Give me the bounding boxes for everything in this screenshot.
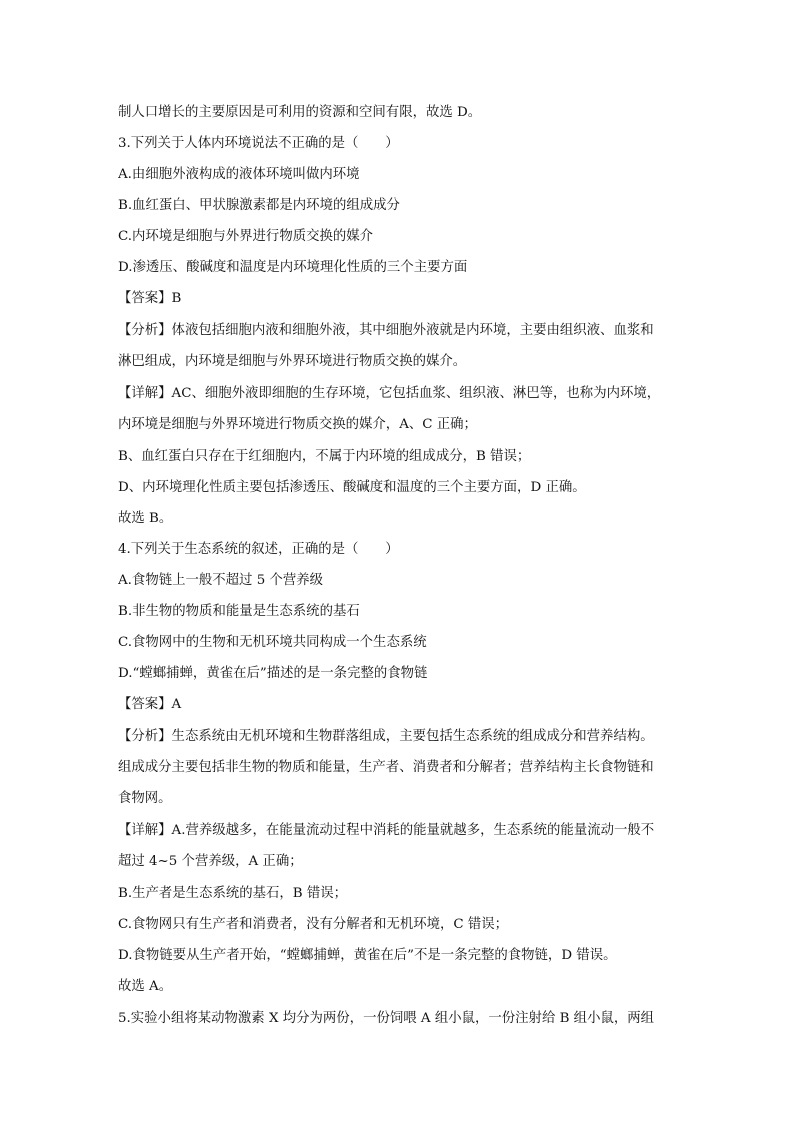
question-4-explanation: 【详解】A.营养级越多，在能量流动过程中消耗的能量就越多，生态系统的能量流动一般不 bbox=[118, 823, 655, 838]
text-line: 食物网。 bbox=[118, 791, 172, 806]
question-4-option-a: A.食物链上一般不超过 5 个营养级 bbox=[118, 573, 324, 588]
text-line: 超过 4~5 个营养级，A 正确； bbox=[118, 854, 303, 869]
text-line: 内环境是细胞与外界环境进行物质交换的媒介，A、C 正确； bbox=[118, 417, 477, 432]
text-line: 组成成分主要包括非生物的物质和能量，生产者、消费者和分解者；营养结构主长食物链和 bbox=[118, 760, 654, 775]
question-3-option-b: B.血红蛋白、甲状腺激素都是内环境的组成成分 bbox=[118, 198, 400, 213]
question-4-analysis: 【分析】生态系统由无机环境和生物群落组成，主要包括生态系统的组成成分和营养结构。 bbox=[118, 729, 654, 744]
text-line: B.生产者是生态系统的基石，B 错误； bbox=[118, 886, 348, 901]
question-4-conclusion: 故选 A。 bbox=[118, 979, 173, 994]
question-5-stem: 5.实验小组将某动物激素 X 均分为两份，一份饲喂 A 组小鼠，一份注射给 B 组小鼠，两组 bbox=[118, 1011, 655, 1026]
question-3-explanation: 【详解】AC、细胞外液即细胞的生存环境，它包括血浆、组织液、淋巴等，也称为内环境， bbox=[118, 386, 661, 401]
text-line: D.食物链要从生产者开始，“螳螂捕蝉，黄雀在后”不是一条完整的食物链，D 错误。 bbox=[118, 948, 617, 963]
question-4-answer: 【答案】A bbox=[118, 697, 182, 712]
text-line: 淋巴组成，内环境是细胞与外界环境进行物质交换的媒介。 bbox=[118, 354, 467, 369]
text-line: D、内环境理化性质主要包括渗透压、酸碱度和温度的三个主要方面，D 正确。 bbox=[118, 480, 586, 495]
question-3-stem: 3.下列关于人体内环境说法不正确的是（ ） bbox=[118, 136, 399, 151]
question-4-option-d: D.“螳螂捕蝉，黄雀在后”描述的是一条完整的食物链 bbox=[118, 666, 428, 681]
question-4-stem: 4.下列关于生态系统的叙述，正确的是（ ） bbox=[118, 542, 399, 557]
question-4-option-b: B.非生物的物质和能量是生态系统的基石 bbox=[118, 604, 360, 619]
question-3-option-c: C.内环境是细胞与外界进行物质交换的媒介 bbox=[118, 229, 374, 244]
question-3-answer: 【答案】B bbox=[118, 291, 182, 306]
question-4-option-c: C.食物网中的生物和无机环境共同构成一个生态系统 bbox=[118, 635, 427, 650]
text-line: 制人口增长的主要原因是可利用的资源和空间有限，故选 D。 bbox=[118, 105, 482, 120]
text-line: C.食物网只有生产者和消费者，没有分解者和无机环境，C 错误； bbox=[118, 917, 509, 932]
question-3-analysis: 【分析】体液包括细胞内液和细胞外液，其中细胞外液就是内环境，主要由组织液、血浆和 bbox=[118, 323, 654, 338]
question-3-conclusion: 故选 B。 bbox=[118, 511, 173, 526]
text-line: B、血红蛋白只存在于红细胞内，不属于内环境的组成成分，B 错误； bbox=[118, 449, 531, 464]
question-3-option-d: D.渗透压、酸碱度和温度是内环境理化性质的三个主要方面 bbox=[118, 260, 468, 275]
question-3-option-a: A.由细胞外液构成的液体环境叫做内环境 bbox=[118, 167, 360, 182]
